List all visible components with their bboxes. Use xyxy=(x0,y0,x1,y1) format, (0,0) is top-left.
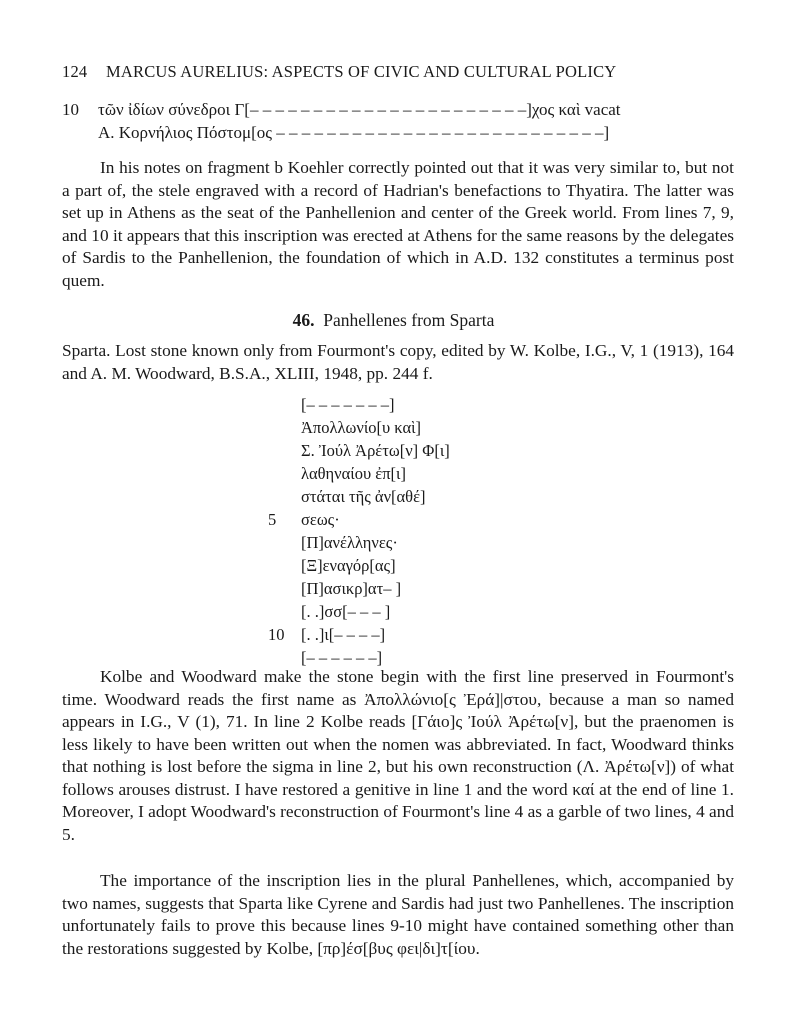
greek-line-10 xyxy=(62,100,621,120)
line-number: 10 xyxy=(62,100,79,119)
inscription-line-number: 10 xyxy=(268,625,285,644)
inscription-line: στάται τῆς ἀν[αθέ] xyxy=(301,487,426,506)
inscription-line: [. .]ι[– – – –] xyxy=(301,625,386,644)
inscription-line-number: 5 xyxy=(268,510,277,529)
inscription-line: Ἀπολλωνίο[υ καὶ] xyxy=(301,418,422,437)
source-note xyxy=(62,340,734,385)
source-text: Sparta. Lost stone known only from Fourmont's copy, edited by W. Kolbe, I.G., V, 1 (1913), 164 and A. M. Woodward, B.S.A., XLIII, 1948, pp. 244 f. xyxy=(62,341,734,383)
paragraph-commentary-45 xyxy=(62,157,734,292)
greek-text: Α. Κορνήλιος Πόστομ[ος – – – – – – – – – – – – – – – – – – – – – – – – – –] xyxy=(98,123,610,142)
running-header xyxy=(62,62,732,82)
running-title: MARCUS AURELIUS: ASPECTS OF CIVIC AND CULTURAL POLICY xyxy=(106,62,617,81)
section-heading xyxy=(0,310,787,331)
inscription-line: [– – – – – – –] xyxy=(301,395,395,414)
section-number: 46. xyxy=(292,310,315,330)
paragraph-importance xyxy=(62,870,734,960)
section-title: Panhellenes from Sparta xyxy=(323,310,495,330)
paragraph-text: The importance of the inscription lies in the plural Panhellenes, which, accompanied by two names, suggests that Sparta like Cyrene and Sardis had just two Panhellenes. The inscription unfortunately fails to prove this because lines 9-10 might have contained something other than the restorations suggested by Kolbe, [πρ]έσ[βυς φει|δι]τ[ίου. xyxy=(62,871,734,958)
paragraph-text: In his notes on fragment b Koehler correctly pointed out that it was very similar to, but not a part of, the stele engraved with a record of Hadrian's benefactions to Thyatira. The latter was set up in Athens as the seat of the Panhellenion and center of the Greek world. From lines 7, 9, and 10 it appears that this inscription was erected at Athens for the same reasons by the delegates of Sardis to the Panhellenion, the foundation of which in A.D. 132 constitutes a terminus post quem. xyxy=(62,158,734,290)
inscription-line: σεως· xyxy=(301,510,340,529)
inscription-line: λαθηναίου ἐπ[ι] xyxy=(301,464,406,483)
inscription-line: [Ξ]εναγόρ[ας] xyxy=(301,556,396,575)
inscription-line: [Π]ασικρ]ατ– ] xyxy=(301,579,402,598)
inscription-line: Σ. Ἰούλ Ἀρέτω[ν] Φ[ι] xyxy=(301,441,450,460)
inscription-line: [– – – – – –] xyxy=(301,648,383,667)
paragraph-readings xyxy=(62,666,734,846)
greek-line-11 xyxy=(62,123,609,143)
page-number: 124 xyxy=(62,62,88,81)
inscription-line: [Π]ανέλληνες· xyxy=(301,533,398,552)
greek-text: τῶν ἰδίων σύνεδροι Γ[– – – – – – – – – – – – – – – – – – – – – –]χος καὶ vacat xyxy=(98,100,621,119)
paragraph-text: Kolbe and Woodward make the stone begin with the first line preserved in Fourmont's time. Woodward reads the first name as Ἀπολλώνιο[ς Ἐρά]|στου, because a man so named appears in I.G., V (1), 71. In line 2 Kolbe reads [Γάιο]ς Ἰούλ Ἀρέτω[ν], but the praenomen is less likely to have been written out when the nomen was abbreviated. In fact, Woodward thinks that nothing is lost before the sigma in line 2, but his own reconstruction (Λ. Ἀρέτω[ν]) of what follows arouses distrust. I have restored a genitive in line 1 and the word καί at the end of line 1. Moreover, I adopt Woodward's reconstruction of Fourmont's line 4 as a garble of two lines, 4 and 5. xyxy=(62,667,734,844)
inscription-line: [. .]σσ[– – – ] xyxy=(301,602,391,621)
